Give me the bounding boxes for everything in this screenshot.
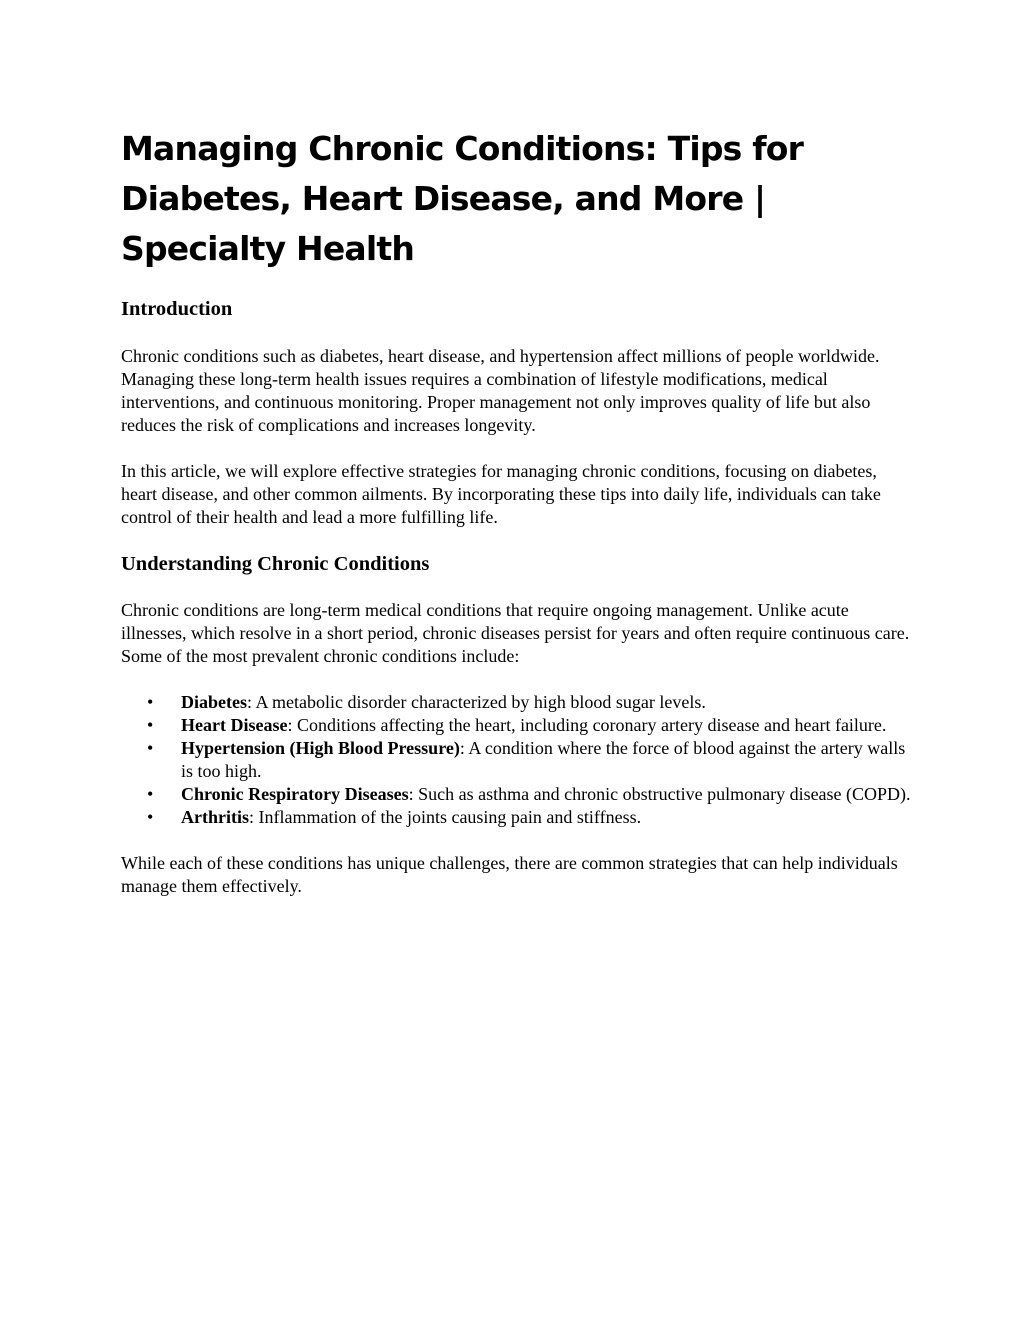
bullet-icon: • (147, 807, 154, 827)
page-title: Managing Chronic Conditions: Tips for Diabetes, Heart Disease, and More | Specialty Health (121, 129, 804, 268)
section-heading-understanding: Understanding Chronic Conditions (121, 553, 430, 575)
list-item-term: Hypertension (High Blood Pressure) (181, 738, 460, 758)
bullet-icon: • (147, 738, 154, 758)
paragraph: In this article, we will explore effective strategies for managing chronic conditions, focusing on diabetes, heart disease, and other common ailments. By incorporating these tips into daily life, individuals can take control of their health and lead a more fulfilling life. (121, 461, 881, 527)
paragraph: Chronic conditions are long-term medical conditions that require ongoing management. Unlike acute illnesses, which resolve in a short period, chronic diseases persist for years and often require continuous care. Some of the most prevalent chronic conditions include: (121, 600, 910, 666)
list-item-description: : A metabolic disorder characterized by high blood sugar levels. (247, 692, 706, 712)
list-item-term: Arthritis (181, 807, 249, 827)
bullet-icon: • (147, 692, 154, 712)
bullet-icon: • (147, 715, 154, 735)
list-item-term: Diabetes (181, 692, 247, 712)
list-item (121, 691, 911, 714)
list-item-description: : Such as asthma and chronic obstructive pulmonary disease (COPD). (408, 784, 911, 804)
paragraph: While each of these conditions has unique challenges, there are common strategies that can help individuals manage them effectively. (121, 853, 898, 896)
list-item (121, 806, 911, 829)
paragraph: Chronic conditions such as diabetes, heart disease, and hypertension affect millions of people worldwide. Managing these long-term health issues requires a combination of lifestyle modifications, medical interventions, and continuous monitoring. Proper management not only improves quality of life but also reduces the risk of complications and increases longevity. (121, 346, 880, 435)
list-item (121, 714, 911, 737)
list-item (121, 737, 911, 783)
list-item-description: : A condition where the force of blood against the artery walls is too high. (181, 738, 906, 781)
list-item (121, 783, 911, 806)
list-item-term: Heart Disease (181, 715, 288, 735)
bullet-icon: • (147, 784, 154, 804)
section-heading-introduction: Introduction (121, 298, 233, 320)
list-item-description: : Inflammation of the joints causing pain and stiffness. (248, 807, 642, 827)
document-page (121, 124, 911, 898)
conditions-list (121, 691, 911, 829)
list-item-description: : Conditions affecting the heart, including coronary artery disease and heart failure. (287, 715, 887, 735)
list-item-term: Chronic Respiratory Diseases (181, 784, 409, 804)
